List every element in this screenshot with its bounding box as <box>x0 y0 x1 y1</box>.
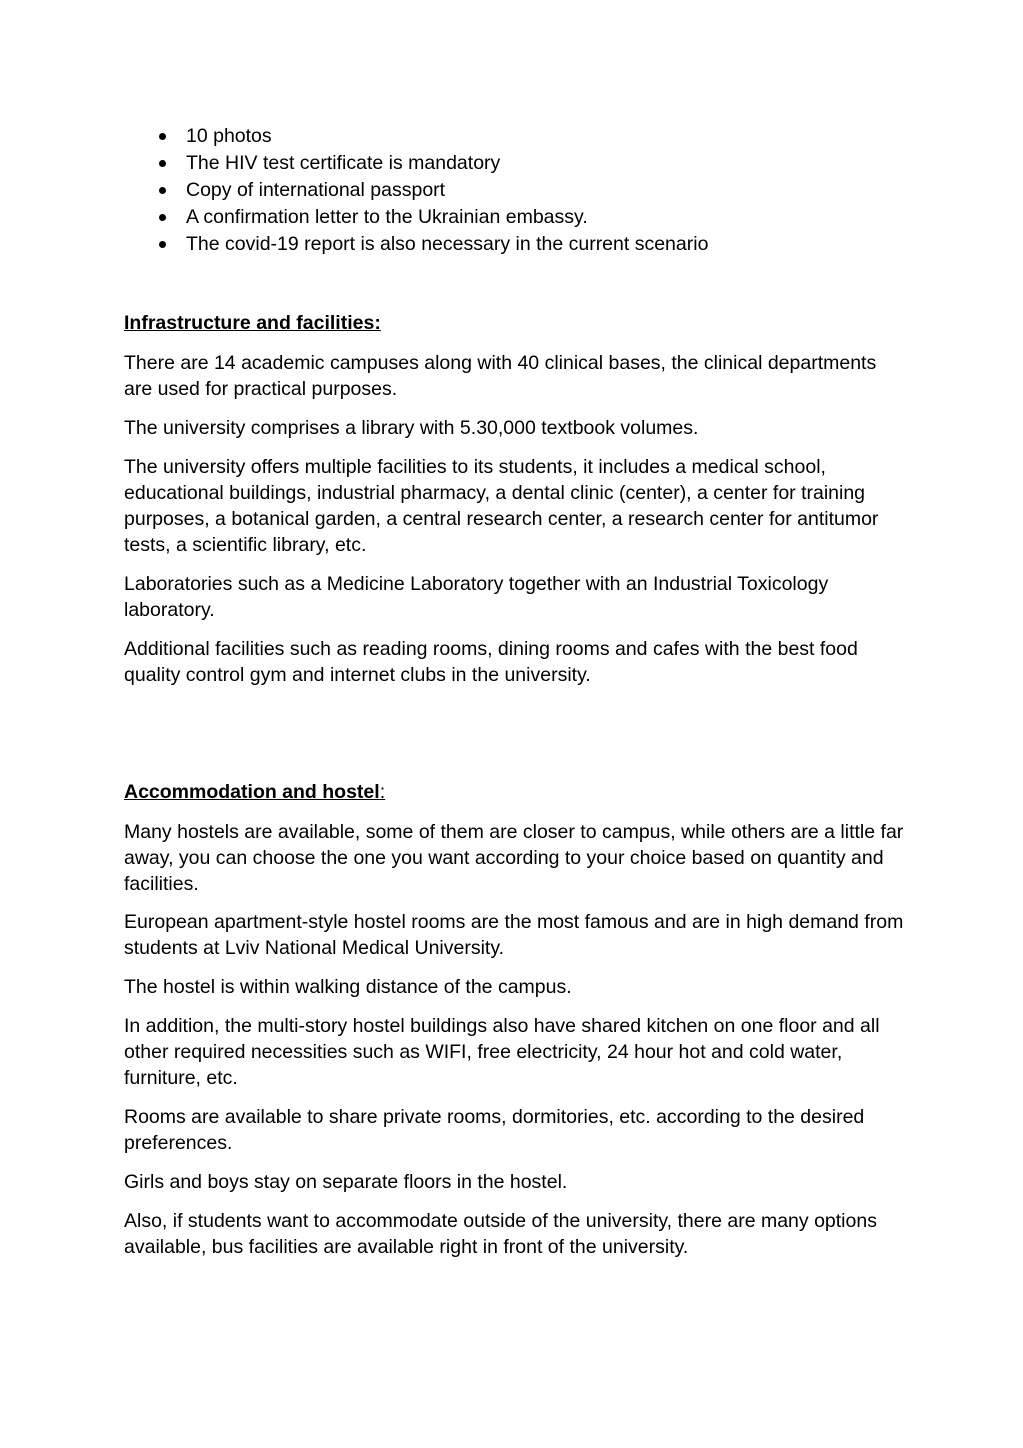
list-item <box>124 150 924 177</box>
infrastructure-paragraph: Additional facilities such as reading rooms, dining rooms and cafes with the best food quality control gym and internet clubs in the university. <box>124 638 858 686</box>
bullet-icon <box>159 241 166 248</box>
bullet-icon <box>159 133 166 140</box>
infrastructure-paragraph: There are 14 academic campuses along with 40 clinical bases, the clinical departments are used for practical purposes. <box>124 352 877 400</box>
accommodation-paragraph: Girls and boys stay on separate floors in the hostel. <box>124 1171 568 1193</box>
list-item-text: The HIV test certificate is mandatory <box>186 152 501 174</box>
list-item <box>124 231 924 258</box>
requirements-list <box>124 123 924 258</box>
infrastructure-section <box>124 310 904 686</box>
infrastructure-paragraph: Laboratories such as a Medicine Laboratory together with an Industrial Toxicology laboratory. <box>124 573 829 621</box>
accommodation-heading-colon: : <box>379 781 386 803</box>
list-item-text: A confirmation letter to the Ukrainian embassy. <box>186 206 588 228</box>
accommodation-section <box>124 779 904 1258</box>
accommodation-paragraph: Also, if students want to accommodate outside of the university, there are many options available, bus facilities are available right in front of the university. <box>124 1210 877 1258</box>
accommodation-paragraph: Many hostels are available, some of them are closer to campus, while others are a little far away, you can choose the one you want according to your choice based on quantity and facilities. <box>124 821 904 895</box>
infrastructure-paragraph: The university offers multiple facilities to its students, it includes a medical school, educational buildings, industrial pharmacy, a dental clinic (center), a center for training purposes, a botanical garden, a central research center, a research center for antitumor tests, a scientific library, etc. <box>124 456 879 556</box>
accommodation-heading <box>124 779 904 805</box>
list-item <box>124 177 924 204</box>
accommodation-paragraph: In addition, the multi-story hostel buildings also have shared kitchen on one floor and all other required necessities such as WIFI, free electricity, 24 hour hot and cold water, furniture, etc. <box>124 1015 880 1089</box>
accommodation-paragraph: The hostel is within walking distance of the campus. <box>124 976 572 998</box>
list-item-text: Copy of international passport <box>186 179 446 201</box>
list-item-text: The covid-19 report is also necessary in the current scenario <box>186 233 709 255</box>
list-item-text: 10 photos <box>186 125 272 147</box>
accommodation-paragraph: European apartment-style hostel rooms are the most famous and are in high demand from students at Lviv National Medical University. <box>124 911 904 959</box>
bullet-icon <box>159 187 166 194</box>
bullet-icon <box>159 160 166 167</box>
infrastructure-paragraph: The university comprises a library with 5.30,000 textbook volumes. <box>124 417 699 439</box>
list-item <box>124 204 924 231</box>
accommodation-paragraph: Rooms are available to share private rooms, dormitories, etc. according to the desired preferences. <box>124 1106 865 1154</box>
list-item <box>124 123 924 150</box>
accommodation-heading-text: Accommodation and hostel <box>124 781 380 803</box>
bullet-icon <box>159 214 166 221</box>
infrastructure-heading: Infrastructure and facilities: <box>124 312 381 334</box>
